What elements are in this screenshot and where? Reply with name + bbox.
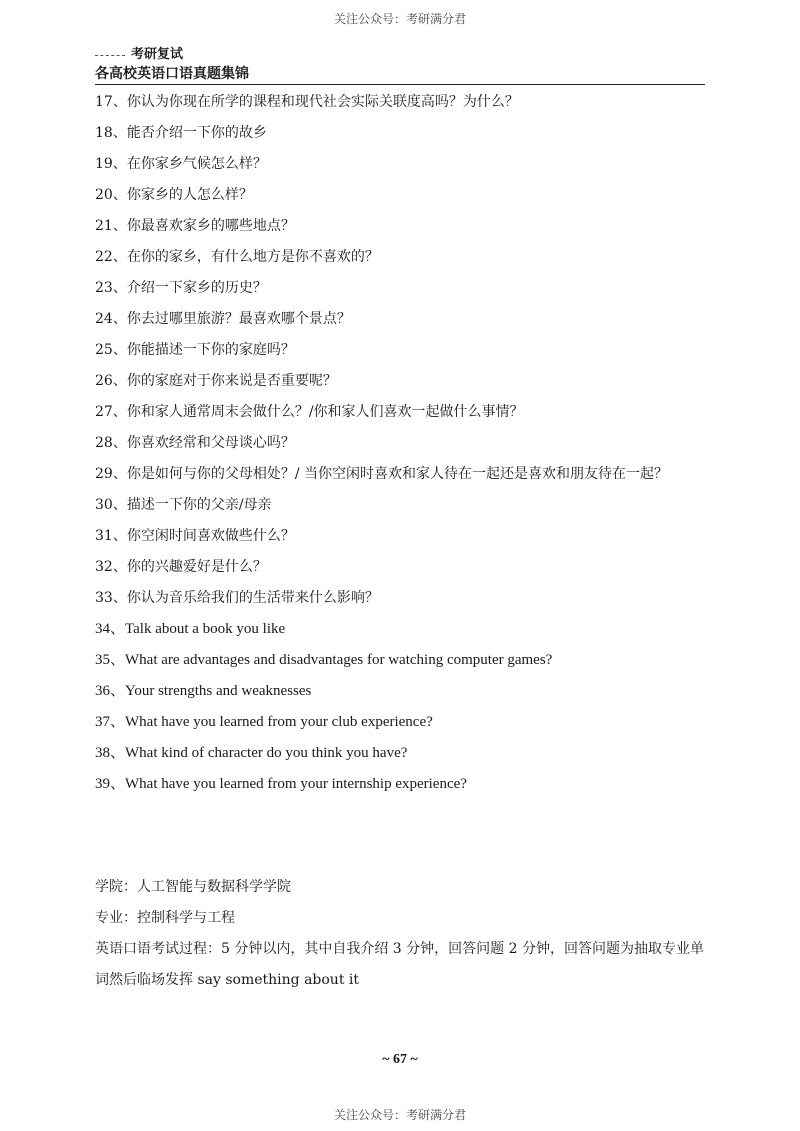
- header-dash-decoration: [95, 54, 125, 56]
- question-item: 24、你去过哪里旅游？最喜欢哪个景点？: [95, 311, 351, 327]
- question-item: 19、在你家乡气候怎么样？: [95, 156, 267, 172]
- watermark-top: 关注公众号：考研满分君: [333, 12, 466, 26]
- question-item: 31、你空闲时间喜欢做些什么？: [95, 528, 295, 544]
- question-item: 23、介绍一下家乡的历史？: [95, 280, 267, 296]
- header-title-line: [95, 46, 705, 64]
- question-item: 28、你喜欢经常和父母谈心吗？: [95, 435, 295, 451]
- college-info: [95, 872, 715, 996]
- question-item: 38、What kind of character do you think you have?: [95, 745, 408, 761]
- exam-process: 英语口语考试过程：5 分钟以内，其中自我介绍 3 分钟，回答问题 2 分钟，回答问题为抽取专业单词然后临场发挥 say something about it: [95, 941, 704, 988]
- header-subtitle: 各高校英语口语真题集锦: [95, 66, 249, 82]
- question-item: 29、你是如何与你的父母相处？/ 当你空闲时喜欢和家人待在一起还是喜欢和朋友待在一起？: [95, 466, 668, 482]
- watermark-bottom: 关注公众号：考研满分君: [333, 1108, 466, 1122]
- major-name: 专业：控制科学与工程: [95, 910, 235, 926]
- college-name: 学院：人工智能与数据科学学院: [95, 879, 291, 895]
- question-item: 36、Your strengths and weaknesses: [95, 683, 312, 699]
- question-item: 32、你的兴趣爱好是什么？: [95, 559, 267, 575]
- header-title: 考研复试: [131, 47, 184, 62]
- question-item: 33、你认为音乐给我们的生活带来什么影响？: [95, 590, 379, 606]
- question-item: 35、What are advantages and disadvantages for watching computer games?: [95, 652, 553, 668]
- question-item: 39、What have you learned from your internship experience?: [95, 776, 467, 792]
- question-item: 37、What have you learned from your club experience?: [95, 714, 433, 730]
- question-item: 25、你能描述一下你的家庭吗？: [95, 342, 295, 358]
- question-list: [95, 87, 715, 800]
- question-item: 18、能否介绍一下你的故乡: [95, 125, 267, 141]
- question-item: 26、你的家庭对于你来说是否重要呢？: [95, 373, 337, 389]
- question-item: 34、Talk about a book you like: [95, 621, 286, 637]
- question-item: 30、描述一下你的父亲/母亲: [95, 497, 272, 513]
- question-item: 17、你认为你现在所学的课程和现代社会实际关联度高吗？为什么？: [95, 94, 519, 110]
- page-number: ~ 67 ~: [382, 1052, 418, 1067]
- question-item: 22、在你的家乡，有什么地方是你不喜欢的？: [95, 249, 379, 265]
- page-header: [95, 46, 705, 85]
- question-item: 27、你和家人通常周末会做什么？/你和家人们喜欢一起做什么事情？: [95, 404, 524, 420]
- question-item: 21、你最喜欢家乡的哪些地点？: [95, 218, 295, 234]
- question-item: 20、你家乡的人怎么样？: [95, 187, 253, 203]
